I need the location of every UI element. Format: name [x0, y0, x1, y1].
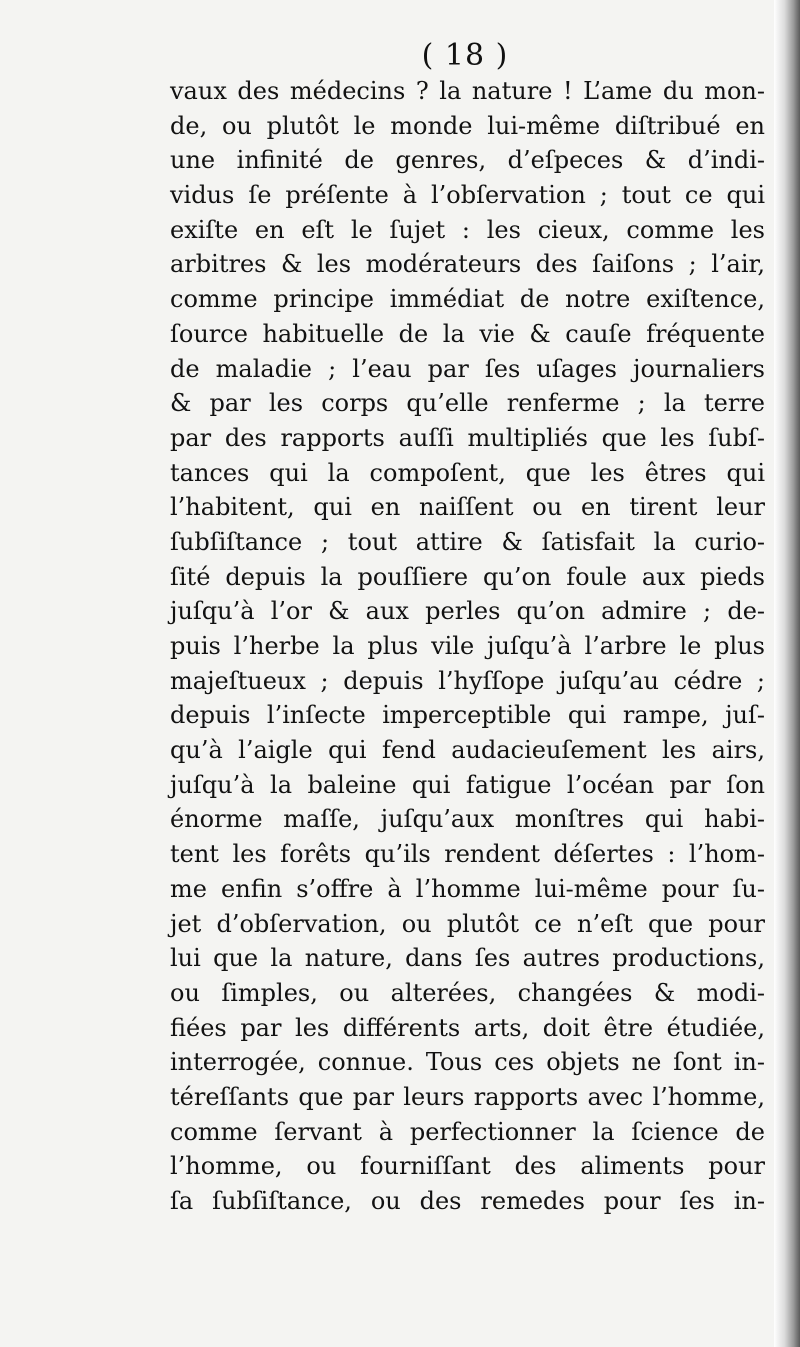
text-line: ſource habituelle de la vie & cauſe fréquente [170, 319, 765, 348]
text-line: vaux des médecins ? la nature ! L’ame du mon- [170, 77, 765, 105]
text-line: ſité depuis la pouſſiere qu’on foule aux pieds [170, 562, 765, 591]
text-line: interrogée, connue. Tous ces objets ne ſont in- [170, 1048, 765, 1077]
text-line: juſqu’à la baleine qui fatigue l’océan par ſon [170, 770, 765, 799]
text-line: ſa ſubſiſtance, ou des remedes pour ſes in- [170, 1187, 765, 1215]
text-line: qu’à l’aigle qui fend audacieuſement les airs, [170, 736, 765, 765]
text-line: exiſte en eſt le ſujet : les cieux, comme les [170, 215, 765, 244]
text-line: tent les forêts qu’ils rendent déſertes : l’hom- [170, 840, 765, 869]
text-line: comme ſervant à perfectionner la ſcience de [170, 1117, 765, 1146]
text-line: ou ſimples, ou alterées, changées & modi- [170, 978, 765, 1007]
text-line: lui que la nature, dans ſes autres productions, [170, 944, 765, 973]
body-text [170, 74, 765, 1219]
text-line: téreſſants que par leurs rapports avec l’homme, [170, 1082, 765, 1111]
text-line: énorme maſſe, juſqu’aux monſtres qui habi- [170, 805, 765, 834]
text-line: me enfin s’offre à l’homme lui-même pour ſu- [170, 874, 765, 903]
text-line: l’homme, ou fourniſſant des aliments pour [170, 1152, 765, 1181]
text-line: fiées par les différents arts, doit être étudiée, [170, 1013, 765, 1042]
page-number: ( 18 ) [421, 38, 509, 73]
text-line: jet d’obſervation, ou plutôt ce n’eſt que pour [170, 909, 765, 938]
text-line: l’habitent, qui en naiſſent ou en tirent leur [170, 493, 765, 522]
text-line: puis l’herbe la plus vile juſqu’à l’arbre le plus [170, 632, 765, 660]
text-line: ſubſiſtance ; tout attire & ſatisfait la curio- [170, 527, 765, 556]
text-line: une infinité de genres, d’eſpeces & d’indi- [170, 146, 765, 175]
text-line: juſqu’à l’or & aux perles qu’on admire ; de- [170, 597, 765, 626]
text-line: de maladie ; l’eau par ſes uſages journaliers [170, 354, 765, 383]
text-line: tances qui la compoſent, que les êtres qui [170, 458, 765, 487]
page-edge-shadow [774, 0, 800, 1347]
text-line: par des rapports auſſi multipliés que les ſubſ- [170, 423, 765, 452]
text-line: depuis l’inſecte imperceptible qui rampe, juſ- [170, 701, 765, 730]
text-line: majeſtueux ; depuis l’hyſſope juſqu’au cédre ; [170, 666, 765, 695]
text-line: arbitres & les modérateurs des ſaiſons ; l’air, [170, 250, 765, 279]
text-line: & par les corps qu’elle renferme ; la terre [170, 389, 765, 418]
text-line: comme principe immédiat de notre exiſtence, [170, 285, 765, 314]
text-line: vidus ſe préſente à l’obſervation ; tout ce qui [170, 181, 765, 210]
text-line: de, ou plutôt le monde lui-même diſtribué en [170, 111, 765, 140]
